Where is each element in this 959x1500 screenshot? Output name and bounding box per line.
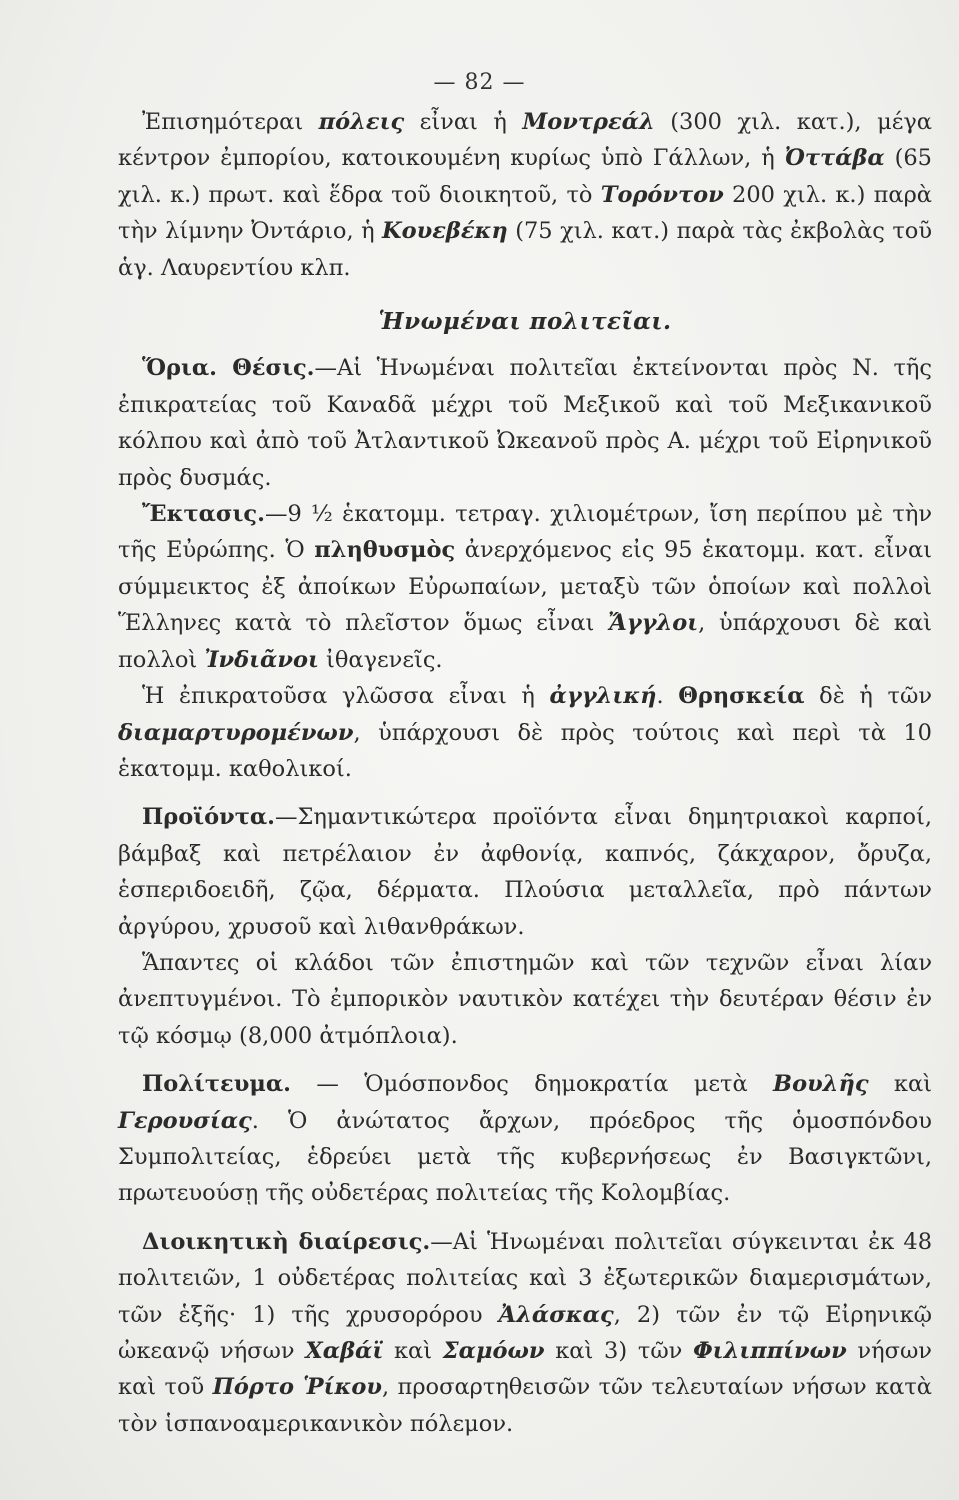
keyword-senate: Γερουσίας: [118, 1107, 252, 1134]
city-ottawa: Ὀττάβα: [784, 145, 885, 172]
text: (300 χιλ. κατ.), μέγα κέντρον ἐμπορίου, κατοικουμένη κυρίως ὑπὸ Γάλλων, ἡ: [118, 109, 933, 172]
text: δὲ ἡ τῶν: [804, 683, 932, 710]
city-toronto: Τορόντον: [600, 181, 724, 208]
text: εἶναι ἡ: [404, 109, 523, 135]
text: Ἐπισημότεραι: [142, 109, 319, 135]
keyword-protestants: διαμαρτυρομένων: [118, 719, 354, 746]
paragraph-administrative-division: [118, 1224, 932, 1442]
text: —Αἱ Ἡνωμέναι πολιτεῖαι ἐκτείνονται πρὸς Ν. τῆς ἐπικρατείας τοῦ Καναδᾶ μέχρι τοῦ Μεξικοῦ καὶ τοῦ Μεξικανικοῦ κόλπου καὶ ἀπὸ τοῦ Ἀτλαντικοῦ Ὠκεανοῦ πρὸς Α. μέχρι τοῦ Εἰρηνικοῦ πρὸς δυσμάς.: [118, 355, 932, 491]
keyword-language: ἀγγλική: [549, 683, 657, 710]
subheading-government: Πολίτευμα.: [142, 1071, 291, 1098]
page-number: — 82 —: [433, 70, 526, 95]
text: , ὑπάρχουσι δὲ καὶ πολλοὶ: [118, 610, 933, 673]
place-alaska: Ἀλάσκας: [498, 1301, 614, 1328]
text: (65 χιλ. κ.) πρωτ. καὶ ἕδρα τοῦ διοικητοῦ, τὸ: [118, 145, 932, 208]
paragraph-language: [118, 678, 932, 787]
city-montreal: Μοντρεάλ: [522, 109, 655, 135]
text: —Σημαντικώτερα προϊόντα εἶναι δημητριακοὶ καρποί, βάμβαξ καὶ πετρέλαιον ἐν ἀφθονίᾳ, καπνός, ζάκχαρον, ὄρυζα, ἑσπεριδοειδῆ, ζῷα, δέρματα. Πλούσια μεταλλεῖα, πρὸ πάντων ἀργύρου, χρυσοῦ καὶ λιθανθράκων.: [118, 804, 932, 940]
text: ἰθαγενεῖς.: [318, 646, 443, 673]
paragraph-cities: [118, 104, 932, 286]
text: καὶ: [383, 1338, 443, 1364]
place-puerto-rico: Πόρτο Ῥίκου: [212, 1374, 382, 1401]
paragraph-borders: [118, 350, 932, 496]
paragraph-products: [118, 799, 932, 945]
subheading-products: Προϊόντα.: [142, 804, 276, 831]
place-philippines: Φιλιππίνων: [693, 1338, 847, 1364]
keyword-indians: Ἰνδιᾶνοι: [204, 646, 319, 673]
text: . Ὁ ἀνώτατος ἄρχων, πρόεδρος τῆς ὁμοσπόνδου Συμπολιτείας, ἑδρεύει μετὰ τῆς κυβερνήσεως ἐν Βασιγκτῶνι, πρωτευούσῃ τῆς οὐδετέρας πολιτείας τῆς Κολομβίας.: [118, 1107, 932, 1207]
keyword-congress: Βουλῆς: [773, 1071, 869, 1098]
text: καὶ: [868, 1071, 932, 1098]
text: ἀνερχόμενος εἰς 95 ἑκατομμ. κατ. εἶναι σύμμεικτος ἐξ ἀποίκων Εὐρωπαίων, μεταξὺ τῶν ὁποίων καὶ πολλοὶ Ἕλληνες κατὰ τὸ πλεῖστον ὅμως εἶναι: [118, 537, 932, 637]
text: 200 χιλ. κ.) παρὰ τὴν λίμνην Ὀντάριο, ἡ: [118, 181, 932, 245]
text: — Ὁμόσπονδος δημοκρατία μετὰ: [290, 1071, 774, 1098]
text: , ὑπάρχουσι δὲ πρὸς τούτοις καὶ περὶ τὰ 10 ἑκατομμ. καθολικοί.: [118, 719, 932, 782]
place-hawaii: Χαβάϊ: [305, 1338, 384, 1364]
text: Ἡ ἐπικρατοῦσα γλῶσσα εἶναι ἡ: [142, 683, 550, 710]
text: , 2) τῶν ἐν τῷ Εἰρηνικῷ ὠκεανῷ νήσων: [118, 1301, 932, 1364]
paragraph-sciences: [118, 945, 932, 1054]
keyword-population: πληθυσμὸς: [314, 537, 456, 564]
place-samoa: Σαμόων: [442, 1338, 545, 1364]
subheading-area: Ἔκτασις.: [142, 501, 265, 528]
keyword-religion: Θρησκεία: [678, 683, 805, 710]
city-quebec: Κουεβέκη: [382, 218, 508, 245]
keyword-cities: πόλεις: [318, 109, 405, 135]
paragraph-government: [118, 1066, 932, 1212]
text: Ἅπαντες οἱ κλάδοι τῶν ἐπιστημῶν καὶ τῶν τεχνῶν εἶναι λίαν ἀνεπτυγμένοι. Τὸ ἐμπορικὸν ναυτικὸν κατέχει τὴν δευτέραν θέσιν ἐν τῷ κόσμῳ (8,000 ἀτμόπλοια).: [118, 949, 932, 1049]
text: (75 χιλ. κατ.) παρὰ τὰς ἐκβολὰς τοῦ ἁγ. Λαυρεντίου κλπ.: [118, 218, 933, 281]
subheading-borders: Ὅρια. Θέσις.: [142, 355, 315, 382]
keyword-english: Ἄγγλοι: [608, 610, 699, 637]
text: καὶ 3) τῶν: [544, 1338, 694, 1364]
text: —Αἱ Ἡνωμέναι πολιτεῖαι σύγκεινται ἐκ 48 πολιτειῶν, 1 οὐδετέρας πολιτείας καὶ 3 ἐξωτερικῶν διαμερισμάτων, τῶν ἑξῆς· 1) τῆς χρυσορόρου: [118, 1228, 933, 1328]
paragraph-area: [118, 496, 932, 678]
text: .: [656, 683, 679, 710]
subheading-administrative-division: Διοικητικὴ διαίρεσις.: [142, 1228, 431, 1255]
text: νήσων καὶ τοῦ: [118, 1338, 932, 1401]
page-body: [118, 104, 932, 1442]
text: , προσαρτηθεισῶν τῶν τελευταίων νήσων κατὰ τὸν ἱσπανοαμερικανικὸν πόλεμον.: [118, 1374, 933, 1437]
text: —9 ½ ἑκατομμ. τετραγ. χιλιομέτρων, ἴση περίπου μὲ τὴν τῆς Εὐρώπης. Ὁ: [118, 501, 932, 564]
section-heading: Ἡνωμέναι πολιτεῖαι.: [378, 308, 672, 336]
